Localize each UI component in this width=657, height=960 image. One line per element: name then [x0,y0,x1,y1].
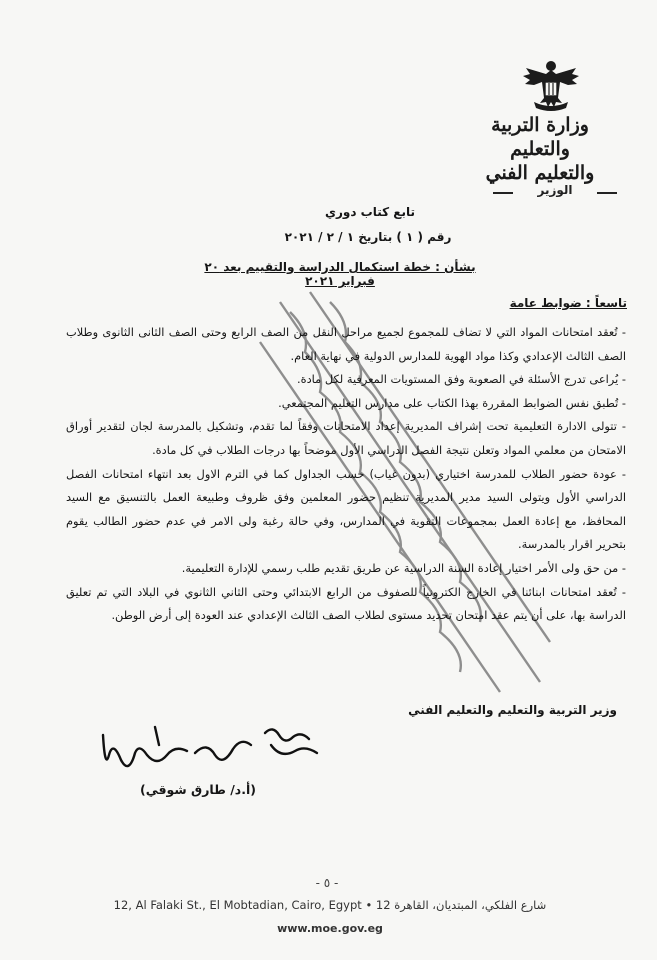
document-reference: رقم ( ١ ) بتاريخ ١ / ٢ / ٢٠٢١ [284,230,452,244]
document-title: تابع كتاب دوري [324,205,416,219]
document-subject: بشأن : خطة استكمال الدراسة والتقييم بعد ٢٠ فبراير ٢٠٢١ [204,260,476,288]
footer-address: 12, Al Falaki St., El Mobtadian, Cairo, Egypt • 12 شارع الفلكي، المبتديان، القاهرة [113,898,547,912]
paragraph: - تُعقد امتحانات ابنائنا في الخارج الكترونياً للصفوف من الرابع الابتدائي وحتى الثاني الثانوي في البلاد التي تم تعليق الدراسة بها، على أن يتم عقد امتحان تحديد مستوى لطلاب الصف الثالث الإعدادي عند العودة إلى أرض الوطن. [66,584,626,623]
paragraph: - تُطبق نفس الضوابط المقررة بهذا الكتاب على مدارس التعليم المجتمعي. [278,395,626,410]
minister-text: الوزير [537,183,573,197]
divider [597,192,617,194]
footer-website: www.moe.gov.eg [277,922,383,935]
minister-label [505,183,605,197]
handwritten-signature [95,715,325,785]
divider [493,192,513,194]
section-heading: تاسعاً : ضوابط عامة [509,296,627,310]
paragraph: - عودة حضور الطلاب للمدرسة اختياري (بدون غياب) حسب الجداول كما في الترم الاول بعد انتهاء امتحانات الفصل الدراسي الأول ويتولى السيد مدير المديرية تنظيم حضور المعلمين وفق ظروف وطبيعة العمل بالتنسيق مع السيد المحافظ، مع إعادة العمل بمجموعات التقوية في المدارس، وفي حالة رغبة ولى الامر في عدم حضور الطالب يقوم بتحرير اقرار بالمدرسة. [66,466,626,552]
ministry-name [470,113,610,185]
ministry-line-2: والتعليم الفني [485,162,595,184]
section-body [66,321,626,628]
eagle-emblem-icon [520,58,582,116]
ministry-line-1: وزارة التربية والتعليم [491,114,589,160]
paragraph: - من حق ولى الأمر اختيار إعادة السنة الدراسية عن طريق تقديم طلب رسمي للإدارة التعليمية. [181,560,626,575]
page-number: - ٥ - [315,876,339,890]
paragraph: - تتولى الادارة التعليمية تحت إشراف المديرية إعداد الامتحانات وفقاً لما تقدم، وتشكيل بالمدرسة لجان لتقدير أوراق الامتحان من معلمي المواد وتعلن نتيجة الفصل الدراسي الأول موضحاً بها درجات الطلاب في كل مادة. [66,419,626,457]
paragraph: - يُراعى تدرج الأسئلة في الصعوبة وفق المستويات المعرفية لكل مادة. [297,372,626,387]
signatory-title: وزير التربية والتعليم والتعليم الفني [408,703,617,717]
signatory-name: (أ.د/ طارق شوقي) [140,782,256,797]
paragraph: - تُعقد امتحانات المواد التي لا تضاف للمجموع لجميع مراحل النقل من الصف الرابع وحتى الصف الثانى الثانوى وطلاب الصف الثالث الإعدادي وكذا مواد الهوية للمدارس الدولية في نهاية العام. [66,325,626,363]
